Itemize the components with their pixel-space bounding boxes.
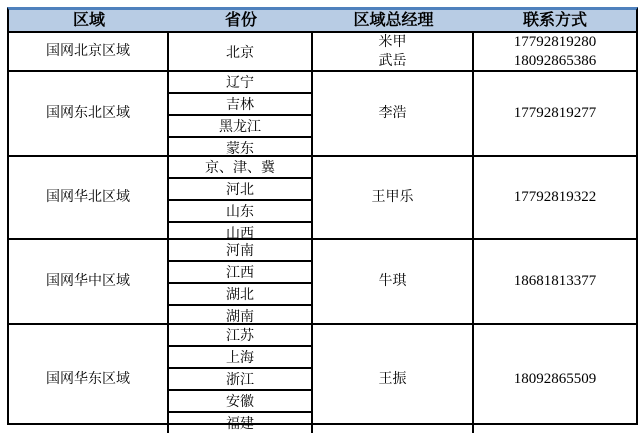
province-list — [169, 157, 313, 242]
province-item: 上海 — [169, 347, 311, 369]
phone-cell — [474, 325, 636, 433]
province-item: 浙江 — [169, 369, 311, 391]
manager-name: 牛琪 — [378, 274, 407, 289]
province-item: 江苏 — [169, 325, 311, 347]
province-item: 山东 — [169, 201, 311, 223]
manager-name: 武岳 — [378, 53, 407, 69]
province-list — [169, 72, 313, 155]
province-item: 北京 — [226, 45, 254, 61]
header-cell-province: 省份 — [224, 11, 257, 29]
region-cell: 国网东北区域 — [9, 72, 169, 155]
phone-cell — [474, 33, 636, 70]
header-cell-manager: 区域总经理 — [353, 11, 434, 29]
region-block — [9, 157, 636, 240]
region-cell: 国网北京区域 — [9, 33, 169, 70]
province-item: 山西 — [226, 227, 254, 242]
region-block — [9, 325, 636, 433]
manager-name: 米甲 — [378, 34, 407, 50]
phone-number: 18092865509 — [513, 370, 597, 387]
province-item: 蒙东 — [226, 142, 254, 157]
phone-number: 18681813377 — [513, 273, 597, 289]
province-list — [169, 325, 313, 433]
province-item: 湖北 — [169, 284, 311, 306]
manager-cell — [313, 72, 474, 155]
manager-name: 王振 — [378, 371, 407, 387]
manager-name: 王甲乐 — [371, 190, 414, 205]
header-cell-region: 区域 — [72, 11, 105, 29]
phone-cell — [474, 72, 636, 155]
province-item: 黑龙江 — [169, 116, 311, 138]
region-cell: 国网华东区域 — [9, 325, 169, 433]
manager-cell — [313, 325, 474, 433]
province-item: 江西 — [169, 262, 311, 284]
manager-name: 李浩 — [378, 106, 407, 121]
phone-number: 18092865386 — [513, 52, 597, 69]
phone-number: 17792819322 — [513, 189, 597, 205]
region-block — [9, 240, 636, 325]
phone-cell — [474, 240, 636, 323]
province-item: 京、津、冀 — [169, 157, 311, 179]
contact-table — [7, 7, 638, 432]
phone-number: 17792819280 — [513, 33, 597, 50]
manager-cell — [313, 33, 474, 70]
province-item: 辽宁 — [169, 72, 311, 94]
province-list — [169, 240, 313, 323]
region-cell: 国网华北区域 — [9, 157, 169, 238]
region-block — [9, 33, 636, 72]
province-item: 河南 — [169, 240, 311, 262]
manager-cell — [313, 240, 474, 323]
province-item: 吉林 — [169, 94, 311, 116]
province-item: 河北 — [169, 179, 311, 201]
province-item: 安徽 — [169, 391, 311, 413]
province-list — [169, 33, 313, 70]
region-block — [9, 72, 636, 157]
phone-cell — [474, 157, 636, 238]
province-item: 湖南 — [226, 310, 254, 325]
phone-number: 17792819277 — [513, 105, 597, 121]
header-cell-contact: 联系方式 — [522, 11, 587, 29]
region-cell: 国网华中区域 — [9, 240, 169, 323]
header-row — [9, 10, 636, 33]
manager-cell — [313, 157, 474, 238]
province-item: 福建 — [226, 417, 254, 432]
